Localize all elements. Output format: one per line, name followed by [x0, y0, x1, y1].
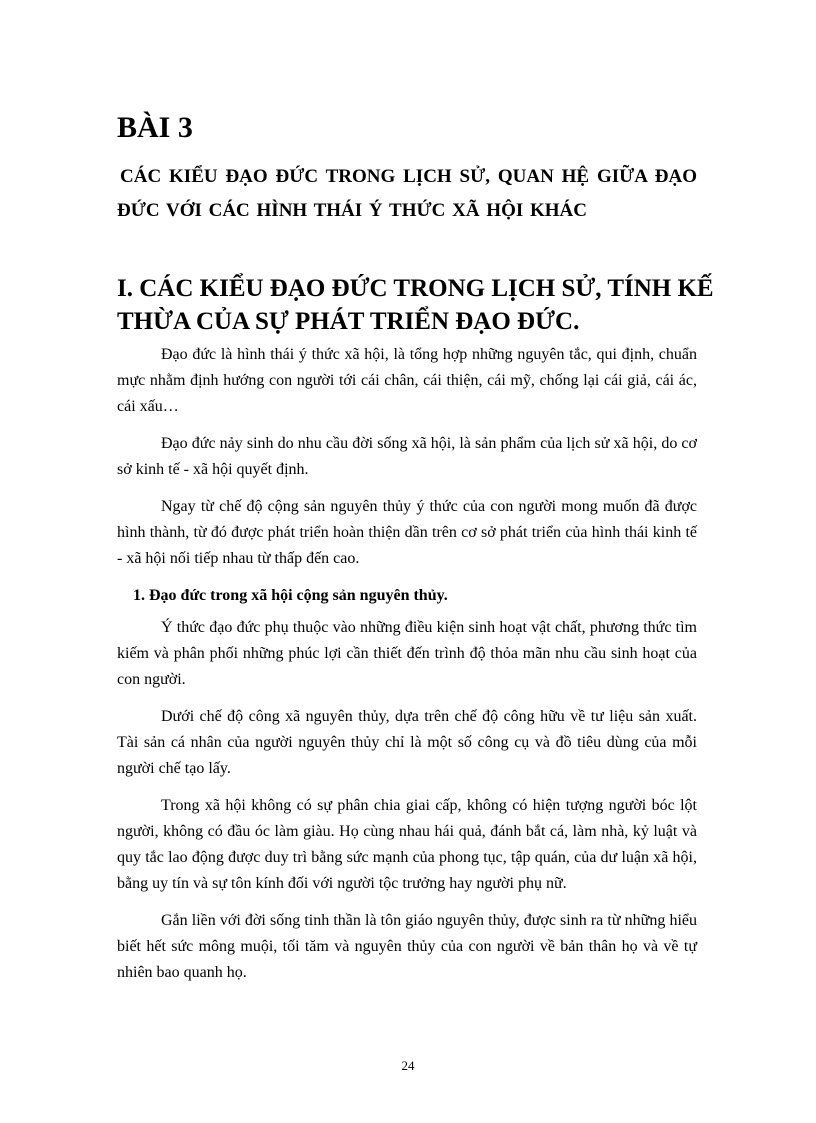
lesson-subtitle: CÁC KIỂU ĐẠO ĐỨC TRONG LỊCH SỬ, QUAN HỆ GIỮA ĐẠO ĐỨC VỚI CÁC HÌNH THÁI Ý THỨC XÃ HỘI KHÁC	[117, 166, 697, 221]
paragraph-4: Gắn liền với đời sống tinh thần là tôn giáo nguyên thủy, được sinh ra từ những hiểu biết hết sức mông muội, tối tăm và nguyên thủy của con người về bản thân họ và về tự nhiên bao quanh họ.	[117, 912, 697, 981]
paragraph-3: Trong xã hội không có sự phân chia giai cấp, không có hiện tượng người bóc lột người, không có đầu óc làm giàu. Họ cùng nhau hái quả, đánh bắt cá, làm nhà, kỷ luật và quy tắc lao động được duy trì bằng sức mạnh của phong tục, tập quán, của dư luận xã hội, bằng uy tín và sự tôn kính đối với người tộc trưởng hay người phụ nữ.	[117, 797, 697, 892]
paragraph-intro-3: Ngay từ chế độ cộng sản nguyên thủy ý thức của con người mong muốn đã được hình thành, từ đó được phát triển hoàn thiện dần trên cơ sở phát triển của hình thái kinh tế - xã hội nối tiếp nhau từ thấp đến cao.	[117, 498, 697, 567]
paragraph-2: Dưới chế độ công xã nguyên thủy, dựa trên chế độ công hữu về tư liệu sản xuất. Tài sản cá nhân của người nguyên thủy chỉ là một số công cụ và đồ tiêu dùng của mỗi người chế tạo lấy.	[117, 708, 697, 777]
paragraph-1: Ý thức đạo đức phụ thuộc vào những điều kiện sinh hoạt vật chất, phương thức tìm kiếm và phân phối những phúc lợi cần thiết đến trình độ thỏa mãn nhu cầu sinh hoạt của con người.	[117, 619, 697, 688]
page-number: 24	[401, 1058, 415, 1073]
section-title: I. CÁC KIỂU ĐẠO ĐỨC TRONG LỊCH SỬ, TÍNH KẾ THỪA CỦA SỰ PHÁT TRIỂN ĐẠO ĐỨC.	[117, 275, 714, 335]
lesson-title: BÀI 3	[117, 111, 193, 144]
subsection-title: 1. Đạo đức trong xã hội cộng sản nguyên thủy.	[133, 587, 448, 604]
paragraph-intro-1: Đạo đức là hình thái ý thức xã hội, là tổng hợp những nguyên tắc, qui định, chuẩn mực nhằm định hướng con người tới cái chân, cái thiện, cái mỹ, chống lại cái giả, cái ác, cái xấu…	[117, 346, 697, 415]
paragraph-intro-2: Đạo đức nảy sinh do nhu cầu đời sống xã hội, là sản phẩm của lịch sử xã hội, do cơ sở kinh tế - xã hội quyết định.	[117, 435, 697, 478]
document-body	[117, 342, 697, 997]
